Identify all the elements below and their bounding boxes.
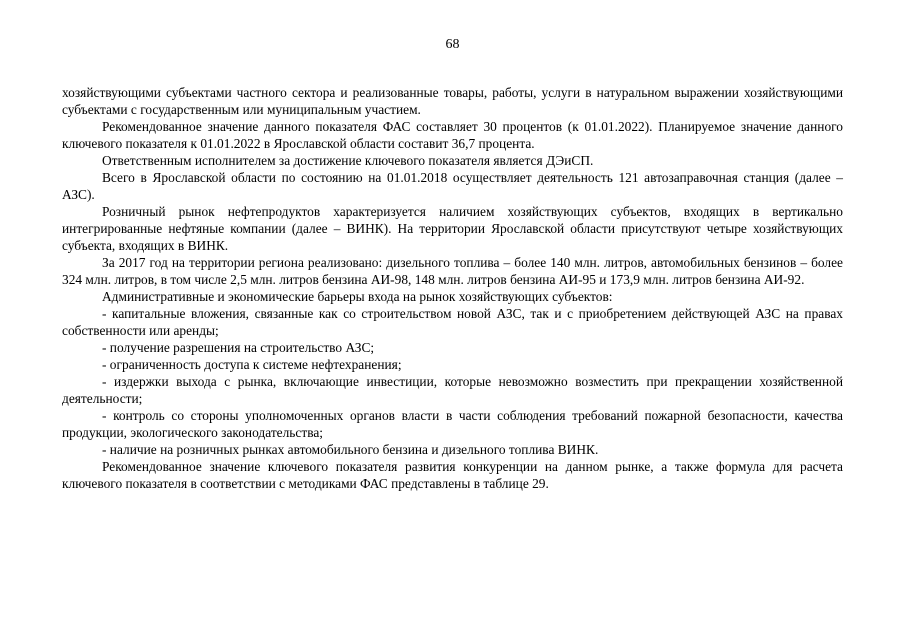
paragraph: Розничный рынок нефтепродуктов характеризуется наличием хозяйствующих субъектов, входящих в вертикально интегрированные нефтяные компании (далее – ВИНК). На территории Ярославской области присутствуют четыре хозяйствующих субъекта, входящих в ВИНК. bbox=[62, 204, 843, 253]
list-item: - издержки выхода с рынка, включающие инвестиции, которые невозможно возместить при прекращении хозяйственной деятельности; bbox=[62, 374, 843, 406]
paragraph: Административные и экономические барьеры входа на рынок хозяйствующих субъектов: bbox=[102, 289, 613, 304]
paragraph: Ответственным исполнителем за достижение ключевого показателя является ДЭиСП. bbox=[102, 153, 594, 168]
list-item: - контроль со стороны уполномоченных органов власти в части соблюдения требований пожарной безопасности, качества продукции, экологического законодательства; bbox=[62, 408, 843, 440]
paragraph: Рекомендованное значение данного показателя ФАС составляет 30 процентов (к 01.01.2022). Планируемое значение данного ключевого показателя к 01.01.2022 в Ярославской области составит 36,7 процента. bbox=[62, 119, 843, 151]
paragraph: За 2017 год на территории региона реализовано: дизельного топлива – более 140 млн. литров, автомобильных бензинов – более 324 млн. литров, в том числе 2,5 млн. литров бензина АИ-98, 148 млн. литров бензина АИ-95 и 173,9 млн. литров бензина АИ-92. bbox=[62, 255, 843, 287]
paragraph: Рекомендованное значение ключевого показателя развития конкуренции на данном рынке, а также формула для расчета ключевого показателя в соответствии с методиками ФАС представлены в таблице 29. bbox=[62, 459, 843, 491]
list-item: - наличие на розничных рынках автомобильного бензина и дизельного топлива ВИНК. bbox=[102, 442, 599, 457]
list-item: - получение разрешения на строительство АЗС; bbox=[102, 340, 375, 355]
list-item: - ограниченность доступа к системе нефтехранения; bbox=[102, 357, 402, 372]
list-item: - капитальные вложения, связанные как со строительством новой АЗС, так и с приобретением действующей АЗС на правах собственности или аренды; bbox=[62, 306, 843, 338]
paragraph: Всего в Ярославской области по состоянию на 01.01.2018 осуществляет деятельность 121 автозаправочная станция (далее – АЗС). bbox=[62, 170, 843, 202]
document-body bbox=[62, 84, 843, 492]
page-number: 68 bbox=[445, 37, 460, 52]
paragraph: хозяйствующими субъектами частного сектора и реализованные товары, работы, услуги в натуральном выражении хозяйствующими субъектами с государственным или муниципальным участием. bbox=[62, 85, 843, 117]
